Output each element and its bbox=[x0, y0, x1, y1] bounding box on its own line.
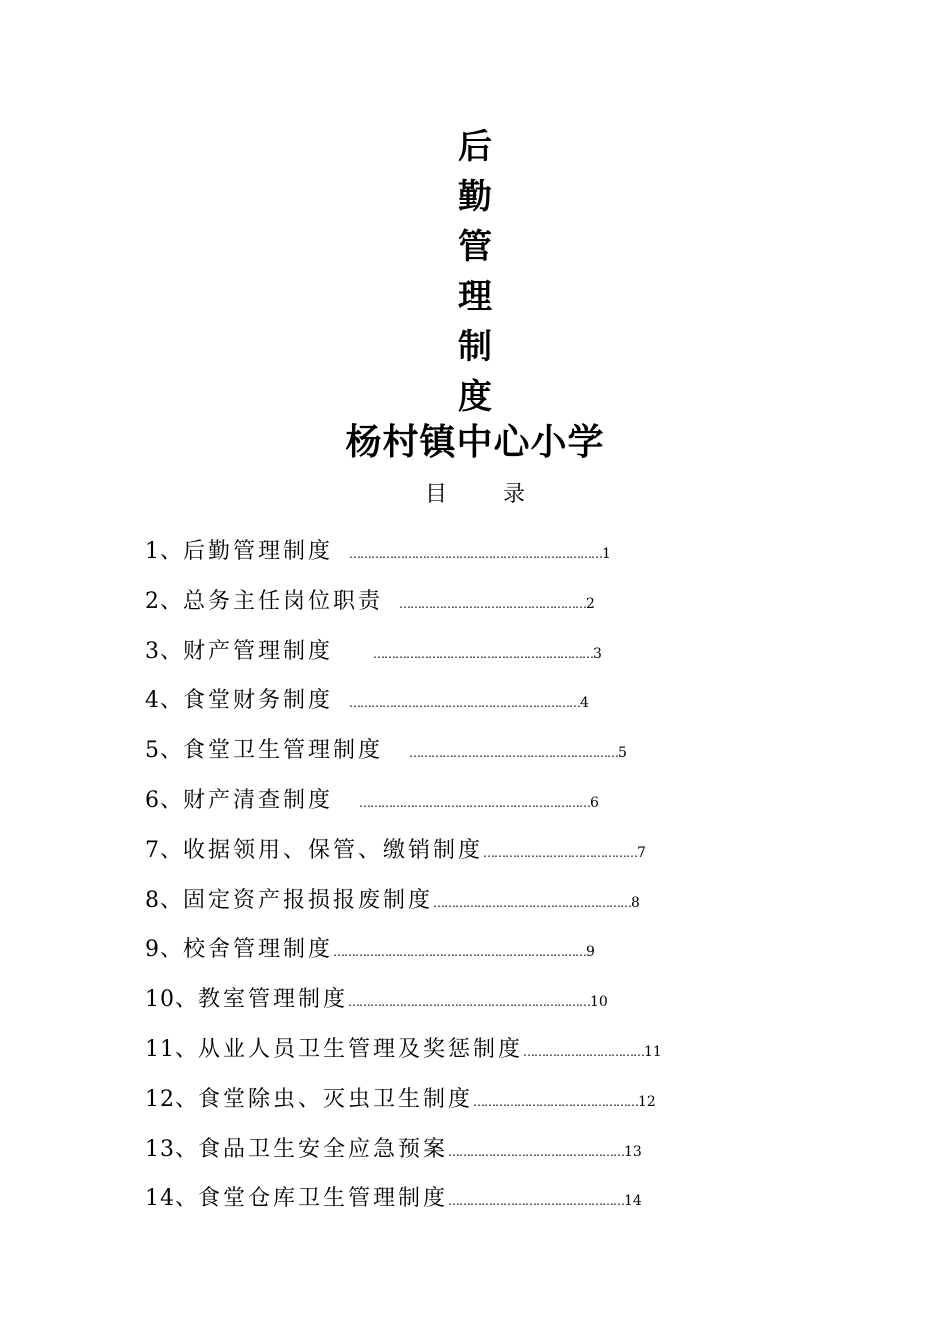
toc-item-number: 10、 bbox=[145, 987, 198, 1013]
toc-item-page: 1 bbox=[602, 546, 611, 562]
toc-item[interactable] bbox=[145, 982, 845, 1032]
toc-item-page: 6 bbox=[590, 794, 599, 811]
toc-item-number: 1、 bbox=[145, 539, 183, 564]
toc-item-number: 5、 bbox=[145, 738, 183, 764]
toc-item-page: 5 bbox=[618, 745, 627, 762]
toc-item-page: 14 bbox=[624, 1193, 642, 1210]
title-char: 制 bbox=[458, 327, 492, 367]
toc-item[interactable] bbox=[145, 932, 845, 982]
toc-item-title: 总务主任岗位职责 bbox=[183, 588, 384, 614]
toc-item[interactable] bbox=[145, 534, 845, 584]
toc-item[interactable] bbox=[145, 1082, 845, 1132]
toc-item-number: 4、 bbox=[145, 688, 183, 714]
toc-leader-dots: ………………………………………………………… bbox=[348, 995, 591, 1010]
toc-item-page: 12 bbox=[638, 1093, 656, 1110]
toc-item-title: 从业人员卫生管理及奖惩制度 bbox=[198, 1036, 524, 1062]
toc-item-number: 6、 bbox=[145, 787, 183, 813]
toc-item-page: 10 bbox=[590, 994, 608, 1011]
toc-item-page: 9 bbox=[586, 944, 595, 961]
school-name: 杨村镇中心小学 bbox=[345, 421, 605, 463]
toc-item-number: 2、 bbox=[145, 588, 183, 614]
toc-item-title: 食堂除虫、灭虫卫生制度 bbox=[198, 1086, 474, 1112]
toc-item-number: 11、 bbox=[145, 1036, 198, 1062]
title-char: 理 bbox=[458, 277, 492, 317]
toc-item-number: 13、 bbox=[145, 1136, 198, 1162]
toc-item-page: 13 bbox=[624, 1143, 642, 1160]
toc-item[interactable] bbox=[145, 1132, 845, 1182]
toc-leader-dots: ……………………………………………………… bbox=[349, 696, 581, 711]
toc-item-number: 14、 bbox=[145, 1186, 198, 1212]
toc-item-title: 食堂财务制度 bbox=[183, 688, 334, 714]
toc-item[interactable] bbox=[145, 783, 845, 833]
toc-item-number: 7、 bbox=[145, 837, 183, 863]
toc-item-page: 3 bbox=[593, 645, 602, 662]
toc-item-title: 财产管理制度 bbox=[183, 638, 334, 664]
toc-item[interactable] bbox=[145, 833, 845, 883]
toc-leader-dots: ……………………………………………… bbox=[433, 895, 632, 910]
toc-leader-dots: ………………………………………………… bbox=[409, 746, 619, 761]
toc-item-title: 食品卫生安全应急预案 bbox=[198, 1136, 449, 1162]
toc-leader-dots: ……………………………………………………… bbox=[359, 795, 591, 810]
toc-leader-dots: ……………………………………… bbox=[473, 1094, 639, 1109]
title-char: 后 bbox=[458, 127, 492, 167]
toc-item[interactable] bbox=[145, 733, 845, 783]
toc-item[interactable] bbox=[145, 584, 845, 634]
toc-item-page: 4 bbox=[580, 695, 589, 712]
toc-heading-char: 录 bbox=[503, 482, 526, 507]
toc-item-title: 食堂卫生管理制度 bbox=[183, 738, 384, 764]
toc-item-number: 9、 bbox=[145, 937, 183, 963]
toc-item-page: 11 bbox=[644, 1043, 662, 1060]
toc-leader-dots: ………………………………………… bbox=[448, 1144, 625, 1159]
table-of-contents bbox=[145, 534, 845, 1231]
toc-heading-char: 目 bbox=[424, 482, 447, 507]
toc-item[interactable] bbox=[145, 1032, 845, 1082]
toc-leader-dots: ………………………………………… bbox=[448, 1194, 625, 1209]
toc-leader-dots: …………………………………………………………… bbox=[349, 547, 603, 561]
toc-leader-dots: …………………………………………………… bbox=[373, 646, 594, 661]
toc-item-page: 8 bbox=[631, 894, 640, 911]
toc-item-title: 食堂仓库卫生管理制度 bbox=[198, 1186, 449, 1212]
toc-leader-dots: …………………………… bbox=[523, 1044, 645, 1059]
toc-item-number: 12、 bbox=[145, 1086, 198, 1112]
toc-item[interactable] bbox=[145, 634, 845, 684]
toc-heading bbox=[0, 484, 950, 506]
toc-item[interactable] bbox=[145, 883, 845, 933]
toc-item-title: 固定资产报损报废制度 bbox=[183, 887, 434, 913]
toc-item-number: 3、 bbox=[145, 638, 183, 664]
toc-item-title: 教室管理制度 bbox=[198, 987, 349, 1013]
toc-item-title: 后勤管理制度 bbox=[183, 539, 334, 564]
toc-item-number: 8、 bbox=[145, 887, 183, 913]
title-char: 勤 bbox=[458, 177, 492, 217]
toc-item-title: 收据领用、保管、缴销制度 bbox=[183, 837, 484, 863]
toc-item[interactable] bbox=[145, 1181, 845, 1231]
toc-item-page: 2 bbox=[586, 595, 595, 612]
toc-item-title: 财产清查制度 bbox=[183, 787, 334, 813]
toc-leader-dots: …………………………………………………………… bbox=[333, 945, 587, 960]
toc-leader-dots: …………………………………………… bbox=[399, 596, 587, 611]
toc-item-page: 7 bbox=[637, 844, 646, 861]
title-char: 管 bbox=[458, 227, 492, 267]
toc-item[interactable] bbox=[145, 683, 845, 733]
toc-leader-dots: …………………………………… bbox=[483, 845, 638, 860]
title-char: 度 bbox=[458, 377, 492, 417]
toc-item-title: 校舍管理制度 bbox=[183, 937, 334, 963]
